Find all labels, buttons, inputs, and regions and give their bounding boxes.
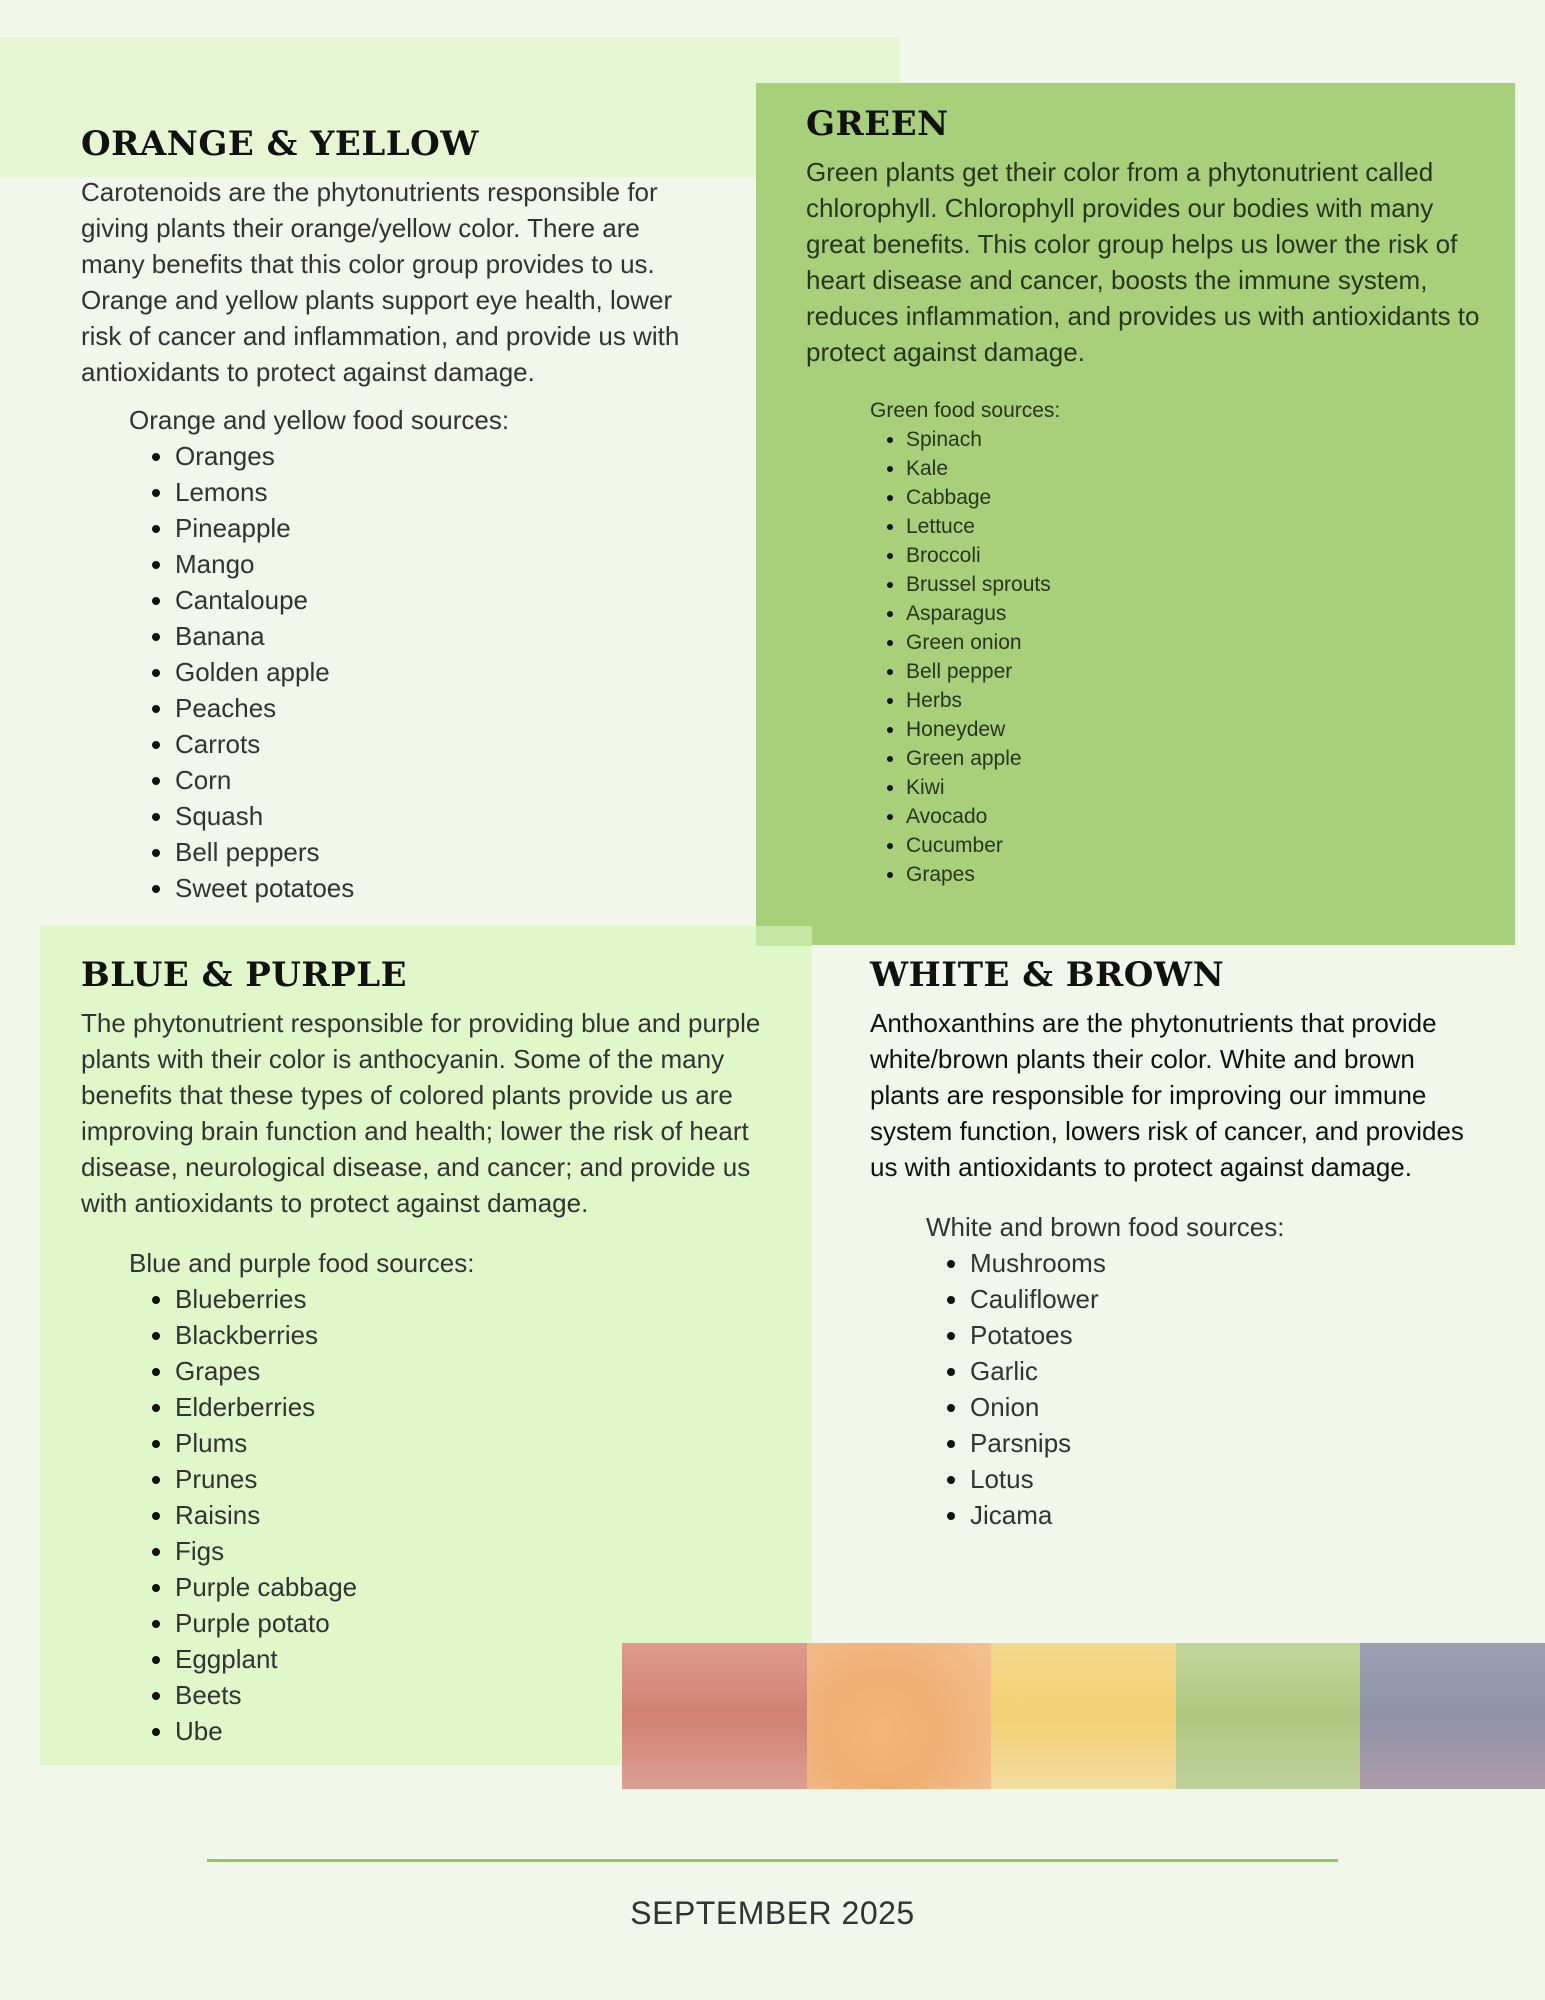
- list-item: • Banana: [175, 618, 701, 654]
- list-item: • Lettuce: [906, 512, 1486, 541]
- blue-purple-heading: BLUE & PURPLE: [81, 955, 408, 995]
- list-item: • Corn: [175, 762, 701, 798]
- list-item: • Green apple: [906, 744, 1486, 773]
- list-item: • Ube: [175, 1713, 761, 1749]
- list-item: • Spinach: [906, 425, 1486, 454]
- banner-fade-overlay: [622, 1643, 1545, 1789]
- list-item: • Prunes: [175, 1461, 761, 1497]
- list-item: • Honeydew: [906, 715, 1486, 744]
- list-item: • Mango: [175, 546, 701, 582]
- list-item: • Plums: [175, 1425, 761, 1461]
- list-item: • Cauliflower: [970, 1281, 1490, 1317]
- list-item: • Broccoli: [906, 541, 1486, 570]
- orange-yellow-section: [81, 124, 701, 906]
- list-item: • Oranges: [175, 438, 701, 474]
- list-item: • Jicama: [970, 1497, 1490, 1533]
- list-item: • Squash: [175, 798, 701, 834]
- list-item: • Lotus: [970, 1461, 1490, 1497]
- list-item: • Golden apple: [175, 654, 701, 690]
- white-brown-paragraph: Anthoxanthins are the phytonutrients that provide white/brown plants their color. White and brown plants are responsible for improving our immune system function, lowers risk of cancer, and provides us with antioxidants to protect against damage.: [870, 1008, 1464, 1182]
- list-item: • Blueberries: [175, 1281, 761, 1317]
- list-item: • Parsnips: [970, 1425, 1490, 1461]
- list-item: • Pineapple: [175, 510, 701, 546]
- list-item: • Eggplant: [175, 1641, 761, 1677]
- green-paragraph: Green plants get their color from a phytonutrient called chlorophyll. Chlorophyll provides our bodies with many great benefits. This color group helps us lower the risk of heart disease and cancer, boosts the immune system, reduces inflammation, and provides us with antioxidants to protect against damage.: [806, 157, 1480, 367]
- list-item: • Potatoes: [970, 1317, 1490, 1353]
- list-item: • Figs: [175, 1533, 761, 1569]
- orange-yellow-sources-title: Orange and yellow food sources:: [129, 405, 510, 435]
- list-item: • Cabbage: [906, 483, 1486, 512]
- orange-yellow-list: [81, 438, 701, 906]
- list-item: • Grapes: [175, 1353, 761, 1389]
- white-brown-section: [870, 955, 1490, 1533]
- list-item: • Onion: [970, 1389, 1490, 1425]
- green-section: [806, 104, 1486, 889]
- list-item: • Garlic: [970, 1353, 1490, 1389]
- green-heading: GREEN: [806, 104, 949, 144]
- list-item: • Blackberries: [175, 1317, 761, 1353]
- green-sources-title: Green food sources:: [870, 399, 1061, 422]
- list-item: • Peaches: [175, 690, 701, 726]
- list-item: • Mushrooms: [970, 1245, 1490, 1281]
- white-brown-sources-title: White and brown food sources:: [926, 1212, 1285, 1242]
- panel-overlap: [756, 926, 812, 946]
- list-item: • Bell peppers: [175, 834, 701, 870]
- list-item: • Lemons: [175, 474, 701, 510]
- white-brown-list: [870, 1245, 1490, 1533]
- list-item: • Asparagus: [906, 599, 1486, 628]
- list-item: • Kale: [906, 454, 1486, 483]
- footer-date: SEPTEMBER 2025: [630, 1895, 915, 1931]
- list-item: • Elderberries: [175, 1389, 761, 1425]
- blue-purple-section: [81, 955, 761, 1749]
- list-item: • Kiwi: [906, 773, 1486, 802]
- orange-yellow-paragraph: Carotenoids are the phytonutrients responsible for giving plants their orange/yellow color. There are many benefits that this color group provides to us. Orange and yellow plants support eye health, lower risk of cancer and inflammation, and provide us with antioxidants to protect against damage.: [81, 177, 680, 387]
- list-item: • Sweet potatoes: [175, 870, 701, 906]
- list-item: • Raisins: [175, 1497, 761, 1533]
- list-item: • Cantaloupe: [175, 582, 701, 618]
- list-item: • Herbs: [906, 686, 1486, 715]
- list-item: • Bell pepper: [906, 657, 1486, 686]
- produce-banner-image: [622, 1643, 1545, 1789]
- list-item: • Avocado: [906, 802, 1486, 831]
- list-item: • Cucumber: [906, 831, 1486, 860]
- list-item: • Purple cabbage: [175, 1569, 761, 1605]
- green-list: [806, 425, 1486, 889]
- blue-purple-paragraph: The phytonutrient responsible for providing blue and purple plants with their color is anthocyanin. Some of the many benefits that these types of colored plants provide us are improving brain function and health; lower the risk of heart disease, neurological disease, and cancer; and provide us with antioxidants to protect against damage.: [81, 1008, 761, 1218]
- list-item: • Purple potato: [175, 1605, 761, 1641]
- list-item: • Carrots: [175, 726, 701, 762]
- orange-yellow-heading: ORANGE & YELLOW: [81, 124, 479, 164]
- list-item: • Grapes: [906, 860, 1486, 889]
- list-item: • Beets: [175, 1677, 761, 1713]
- blue-purple-sources-title: Blue and purple food sources:: [129, 1248, 475, 1278]
- list-item: • Green onion: [906, 628, 1486, 657]
- list-item: • Brussel sprouts: [906, 570, 1486, 599]
- white-brown-heading: WHITE & BROWN: [870, 955, 1225, 995]
- footer-divider: [207, 1859, 1338, 1862]
